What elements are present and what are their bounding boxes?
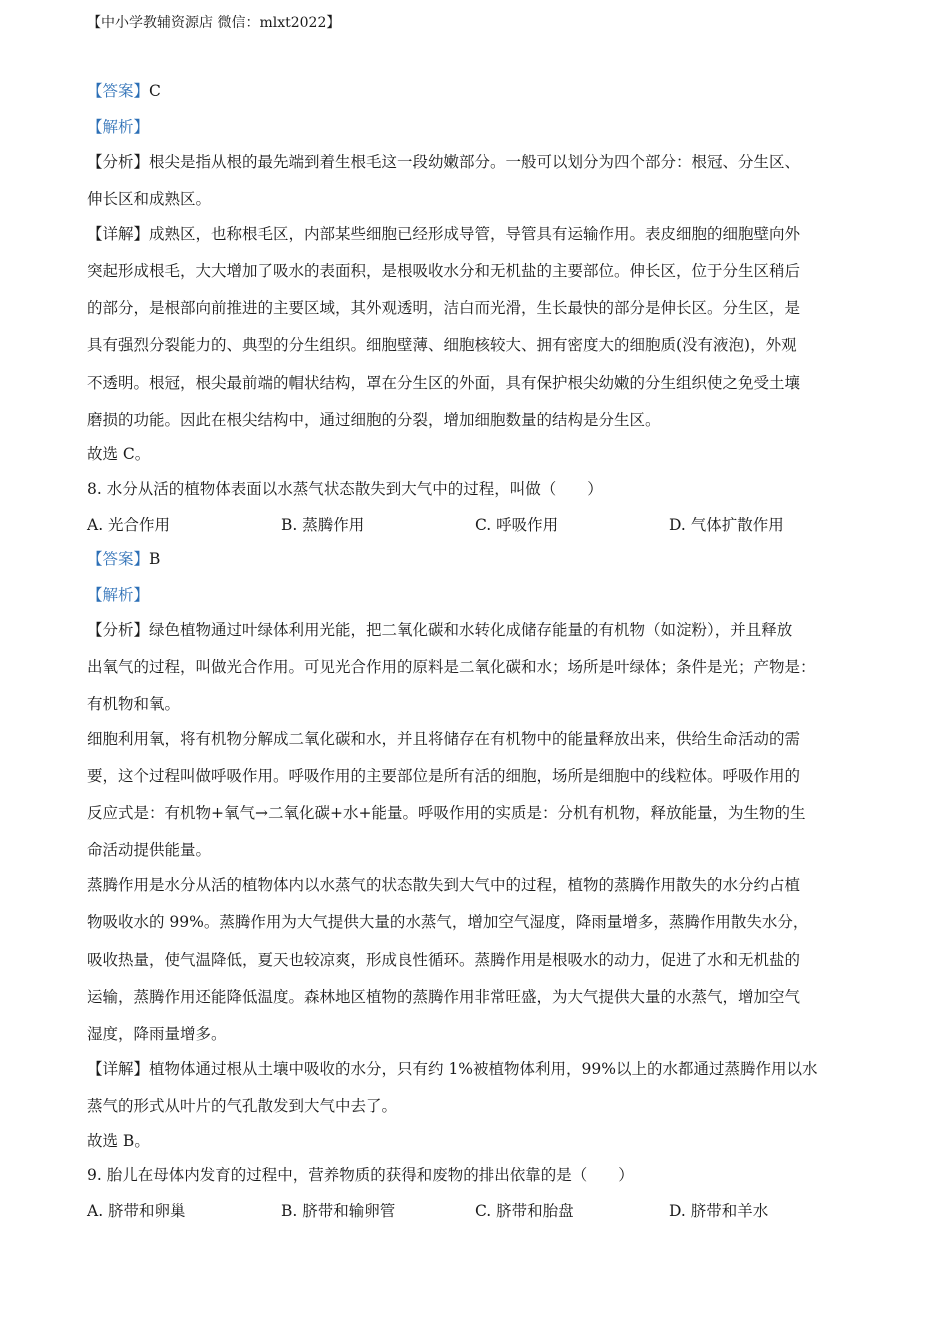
xiangjie-tag: 【详解】 bbox=[87, 1060, 150, 1078]
q9-question: 9. 胎儿在母体内发育的过程中，营养物质的获得和废物的排出依靠的是（ ） bbox=[87, 1166, 634, 1184]
q8-fenxi-line-0 bbox=[87, 620, 792, 640]
q8-para3-line-4: 湿度，降雨量增多。 bbox=[87, 1025, 227, 1043]
q7-xiangjie-line-5: 磨损的功能。因此在根尖结构中，通过细胞的分裂，增加细胞数量的结构是分生区。 bbox=[87, 411, 661, 429]
q9-option-b: B. 脐带和输卵管 bbox=[281, 1202, 396, 1220]
q7-xiangjie-line-1: 突起形成根毛，大大增加了吸水的表面积，是根吸收水分和无机盐的主要部位。伸长区，位于分生区稍后 bbox=[87, 262, 801, 280]
q9-option-c: C. 脐带和胎盘 bbox=[475, 1202, 574, 1220]
q8-para2-line-1: 要，这个过程叫做呼吸作用。呼吸作用的主要部位是所有活的细胞，场所是细胞中的线粒体。呼吸作用的 bbox=[87, 767, 801, 785]
q9-option-d: D. 脐带和羊水 bbox=[669, 1202, 769, 1220]
xiangjie-text: 成熟区，也称根毛区，内部某些细胞已经形成导管，导管具有运输作用。表皮细胞的细胞壁向外 bbox=[149, 225, 801, 243]
q8-para3-line-2: 吸收热量，使气温降低，夏天也较凉爽，形成良性循环。蒸腾作用是根吸水的动力，促进了水和无机盐的 bbox=[87, 951, 801, 969]
fenxi-text: 根尖是指从根的最先端到着生根毛这一段幼嫩部分。一般可以划分为四个部分：根冠、分生区、 bbox=[149, 153, 801, 171]
fenxi-tag: 【分析】 bbox=[87, 153, 150, 171]
q8-conclusion: 故选 B。 bbox=[87, 1132, 150, 1150]
q7-xiangjie-line-0 bbox=[87, 224, 800, 244]
q8-option-c: C. 呼吸作用 bbox=[475, 516, 559, 534]
q8-analysis-tag: 【解析】 bbox=[87, 586, 150, 604]
q7-answer-line bbox=[87, 81, 161, 101]
q7-conclusion: 故选 C。 bbox=[87, 445, 151, 463]
xiangjie-tag: 【详解】 bbox=[87, 225, 150, 243]
answer-value: C bbox=[149, 82, 161, 100]
q8-answer-line bbox=[87, 549, 160, 569]
q7-xiangjie-line-3: 具有强烈分裂能力的、典型的分生组织。细胞壁薄、细胞核较大、拥有密度大的细胞质(没有液泡)，外观 bbox=[87, 336, 797, 354]
q8-para2-line-2: 反应式是：有机物+氧气→二氧化碳+水+能量。呼吸作用的实质是：分机有机物，释放能量，为生物的生 bbox=[87, 804, 806, 822]
q9-option-a: A. 脐带和卵巢 bbox=[87, 1202, 186, 1220]
q8-option-b: B. 蒸腾作用 bbox=[281, 516, 365, 534]
fenxi-text: 绿色植物通过叶绿体利用光能，把二氧化碳和水转化成储存能量的有机物（如淀粉），并且释放 bbox=[149, 621, 793, 639]
page-header: 【中小学教辅资源店 微信：mlxt2022】 bbox=[87, 15, 341, 31]
q7-xiangjie-line-4: 不透明。根冠，根尖最前端的帽状结构，罩在分生区的外面，具有保护根尖幼嫩的分生组织使之免受土壤 bbox=[87, 374, 801, 392]
answer-tag: 【答案】 bbox=[87, 82, 150, 100]
q7-fenxi-line-1: 伸长区和成熟区。 bbox=[87, 190, 212, 208]
q8-fenxi-line-2: 有机物和氧。 bbox=[87, 695, 181, 713]
q8-para3-line-3: 运输，蒸腾作用还能降低温度。森林地区植物的蒸腾作用非常旺盛，为大气提供大量的水蒸气，增加空气 bbox=[87, 988, 801, 1006]
q8-option-a: A. 光合作用 bbox=[87, 516, 171, 534]
q8-para3-line-0: 蒸腾作用是水分从活的植物体内以水蒸气的状态散失到大气中的过程，植物的蒸腾作用散失的水分约占植 bbox=[87, 876, 801, 894]
q7-analysis-tag: 【解析】 bbox=[87, 118, 150, 136]
q7-fenxi-line-0 bbox=[87, 152, 800, 172]
q8-option-d: D. 气体扩散作用 bbox=[669, 516, 784, 534]
fenxi-tag: 【分析】 bbox=[87, 621, 150, 639]
q8-fenxi-line-1: 出氧气的过程，叫做光合作用。可见光合作用的原料是二氧化碳和水；场所是叶绿体；条件是光；产物是： bbox=[87, 658, 816, 676]
q8-xiangjie-line-0 bbox=[87, 1059, 818, 1079]
q8-question: 8. 水分从活的植物体表面以水蒸气状态散失到大气中的过程，叫做（ ） bbox=[87, 480, 603, 498]
q8-para3-line-1: 物吸收水的 99%。蒸腾作用为大气提供大量的水蒸气，增加空气湿度，降雨量增多，蒸腾作用散失水分， bbox=[87, 913, 809, 931]
q8-para2-line-3: 命活动提供能量。 bbox=[87, 841, 212, 859]
answer-tag: 【答案】 bbox=[87, 550, 150, 568]
q7-xiangjie-line-2: 的部分，是根部向前推进的主要区域，其外观透明，洁白而光滑，生长最快的部分是伸长区。分生区，是 bbox=[87, 299, 801, 317]
answer-value: B bbox=[149, 550, 161, 568]
q8-para2-line-0: 细胞利用氧，将有机物分解成二氧化碳和水，并且将储存在有机物中的能量释放出来，供给生命活动的需 bbox=[87, 730, 801, 748]
q8-xiangjie-line-1: 蒸气的形式从叶片的气孔散发到大气中去了。 bbox=[87, 1097, 398, 1115]
xiangjie-text: 植物体通过根从土壤中吸收的水分，只有约 1%被植物体利用，99%以上的水都通过蒸腾作用以水 bbox=[149, 1060, 818, 1078]
